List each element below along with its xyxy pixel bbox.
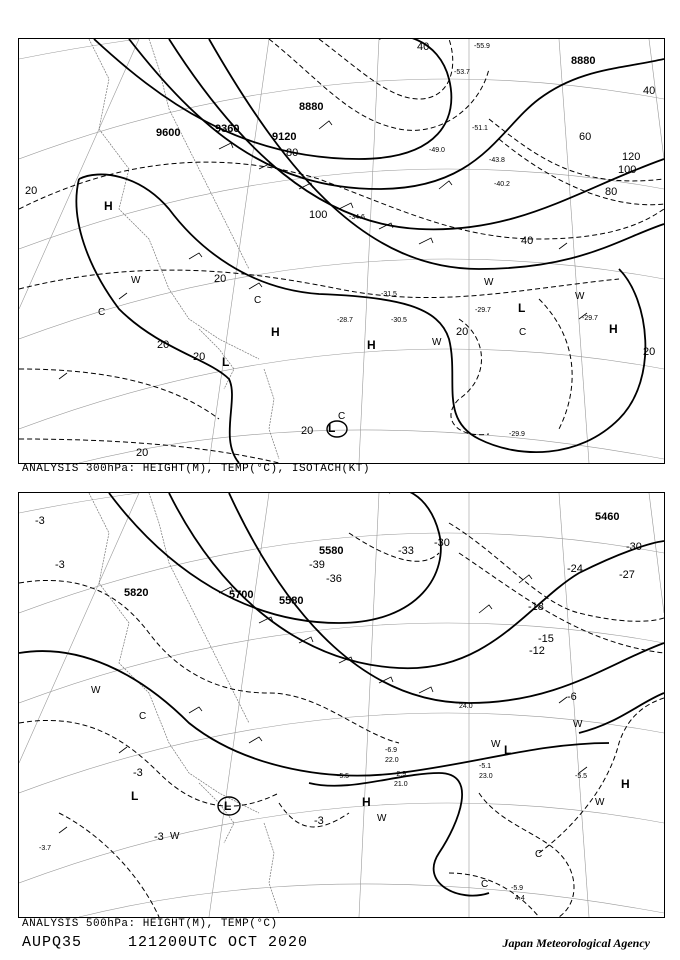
high-center: H: [609, 322, 618, 336]
warm-marker: W: [484, 277, 494, 288]
temp-label: 24.0: [459, 703, 473, 710]
high-center: H: [621, 777, 630, 791]
isotach-label: 40: [417, 41, 430, 53]
temp-contour-label: -24: [567, 563, 583, 575]
temp-contour-label: -3: [35, 515, 45, 527]
temp-label: -5.9: [511, 885, 524, 892]
temp-contour-label: -30: [626, 541, 642, 553]
warm-marker: W: [91, 685, 101, 696]
temp-contour-label: -30: [434, 537, 450, 549]
low-center: L: [222, 355, 230, 369]
temp-label: -51.1: [472, 125, 488, 132]
temp-label: -29.9: [509, 431, 525, 438]
temp-contour-label: -36: [326, 573, 342, 585]
isotach-label: 40: [643, 85, 656, 97]
height-label: 5820: [124, 587, 149, 599]
isotach-label: 20: [456, 326, 469, 338]
isotach-label: 20: [301, 425, 314, 437]
temp-contour-label: -12: [529, 645, 545, 657]
isotach-label: 60: [579, 131, 592, 143]
temp-contour-label: -3: [314, 815, 324, 827]
isotach-label: 20: [136, 447, 149, 459]
agency-credit: Japan Meteorological Agency: [502, 936, 650, 950]
isotach-label: 80: [286, 147, 299, 159]
chart-300hpa-map: [19, 39, 664, 463]
height-label: 5580: [319, 545, 344, 557]
isotachs: [19, 39, 664, 463]
isotach-label: 40: [521, 235, 534, 247]
temp-label: -5.5: [575, 773, 588, 780]
cold-marker: C: [139, 711, 147, 722]
warm-marker: W: [131, 275, 141, 286]
isotach-label: 20: [193, 351, 206, 363]
cold-marker: C: [519, 327, 527, 338]
low-center: L: [328, 421, 336, 435]
temp-label: -5.5: [337, 773, 350, 780]
temp-label: -55.9: [474, 43, 490, 50]
temp-contour-label: -27: [619, 569, 635, 581]
temp-label: -2.9: [394, 771, 407, 778]
low-center: L: [518, 301, 526, 315]
warm-marker: W: [595, 797, 605, 808]
height-label: 8880: [299, 101, 324, 113]
caption-500hpa: ANALYSIS 500hPa: HEIGHT(M), TEMP(°C): [22, 918, 278, 930]
isotach-label: 20: [25, 185, 38, 197]
high-center: H: [362, 795, 371, 809]
high-center: H: [104, 199, 113, 213]
warm-marker: W: [377, 813, 387, 824]
warm-marker: W: [432, 337, 442, 348]
height-label: 9120: [272, 131, 297, 143]
cold-marker: C: [535, 849, 543, 860]
temp-label: 21.0: [394, 781, 408, 788]
isotach-label: 20: [214, 273, 227, 285]
high-center: H: [271, 325, 280, 339]
caption-300hpa: ANALYSIS 300hPa: HEIGHT(M), TEMP(°C), ISOTACH(KT): [22, 463, 370, 475]
cold-marker: C: [254, 295, 262, 306]
isotach-label: 20: [643, 346, 656, 358]
temp-label: 22.0: [385, 757, 399, 764]
height-contours: [76, 39, 664, 463]
height-label: 9600: [156, 127, 181, 139]
temp-contour-label: -39: [309, 559, 325, 571]
chart-300hpa: [18, 38, 665, 464]
temp-contour-label: -18: [528, 601, 544, 613]
height-label: 5700: [229, 589, 254, 601]
height-label: 8880: [571, 55, 596, 67]
isotach-label: 100: [618, 164, 637, 176]
temp-label: -28.7: [337, 317, 353, 324]
temp-label: -29.7: [582, 315, 598, 322]
chart-500hpa: [18, 492, 665, 918]
temp-label: -3.7: [39, 845, 52, 852]
graticule: [19, 39, 664, 463]
high-center: H: [367, 338, 376, 352]
temp-label: -40.2: [494, 181, 510, 188]
isotach-label: 80: [605, 186, 618, 198]
low-center: L: [504, 743, 512, 757]
isotach-label: 100: [309, 209, 328, 221]
temp-contour-label: -3: [154, 831, 164, 843]
height-label: 9360: [215, 123, 240, 135]
temp-label: -5.1: [479, 763, 492, 770]
warm-marker: W: [170, 831, 180, 842]
temp-label: -29.7: [475, 307, 491, 314]
temp-label: -31.5: [381, 291, 397, 298]
chart-code: AUPQ35: [22, 934, 83, 951]
low-center: L: [131, 789, 139, 803]
warm-marker: W: [573, 719, 583, 730]
temp-label: -49.0: [429, 147, 445, 154]
temp-contour-label: -6: [567, 691, 577, 703]
low-center: L: [224, 799, 232, 813]
cold-marker: C: [481, 879, 489, 890]
temp-contour-label: -3: [133, 767, 143, 779]
temp-label: 4.4: [515, 895, 525, 902]
height-label: 5460: [595, 511, 620, 523]
temp-label: -6.9: [385, 747, 398, 754]
temp-label: -53.7: [454, 69, 470, 76]
isotach-label: 120: [622, 151, 641, 163]
temp-contour-label: -15: [538, 633, 554, 645]
temp-label: -34.6: [349, 214, 365, 221]
warm-marker: W: [575, 291, 585, 302]
isotach-label: 20: [157, 339, 170, 351]
warm-marker: W: [491, 739, 501, 750]
coastlines: [89, 493, 279, 913]
temp-label: -43.8: [489, 157, 505, 164]
valid-time: 121200UTC OCT 2020: [128, 934, 309, 951]
temp-label: -30.5: [391, 317, 407, 324]
cold-marker: C: [338, 411, 346, 422]
cold-marker: C: [98, 307, 106, 318]
wind-barbs: [59, 121, 587, 379]
temp-contour-label: -3: [55, 559, 65, 571]
temp-label: 23.0: [479, 773, 493, 780]
temp-contour-label: -33: [398, 545, 414, 557]
height-label: 5580: [279, 595, 304, 607]
